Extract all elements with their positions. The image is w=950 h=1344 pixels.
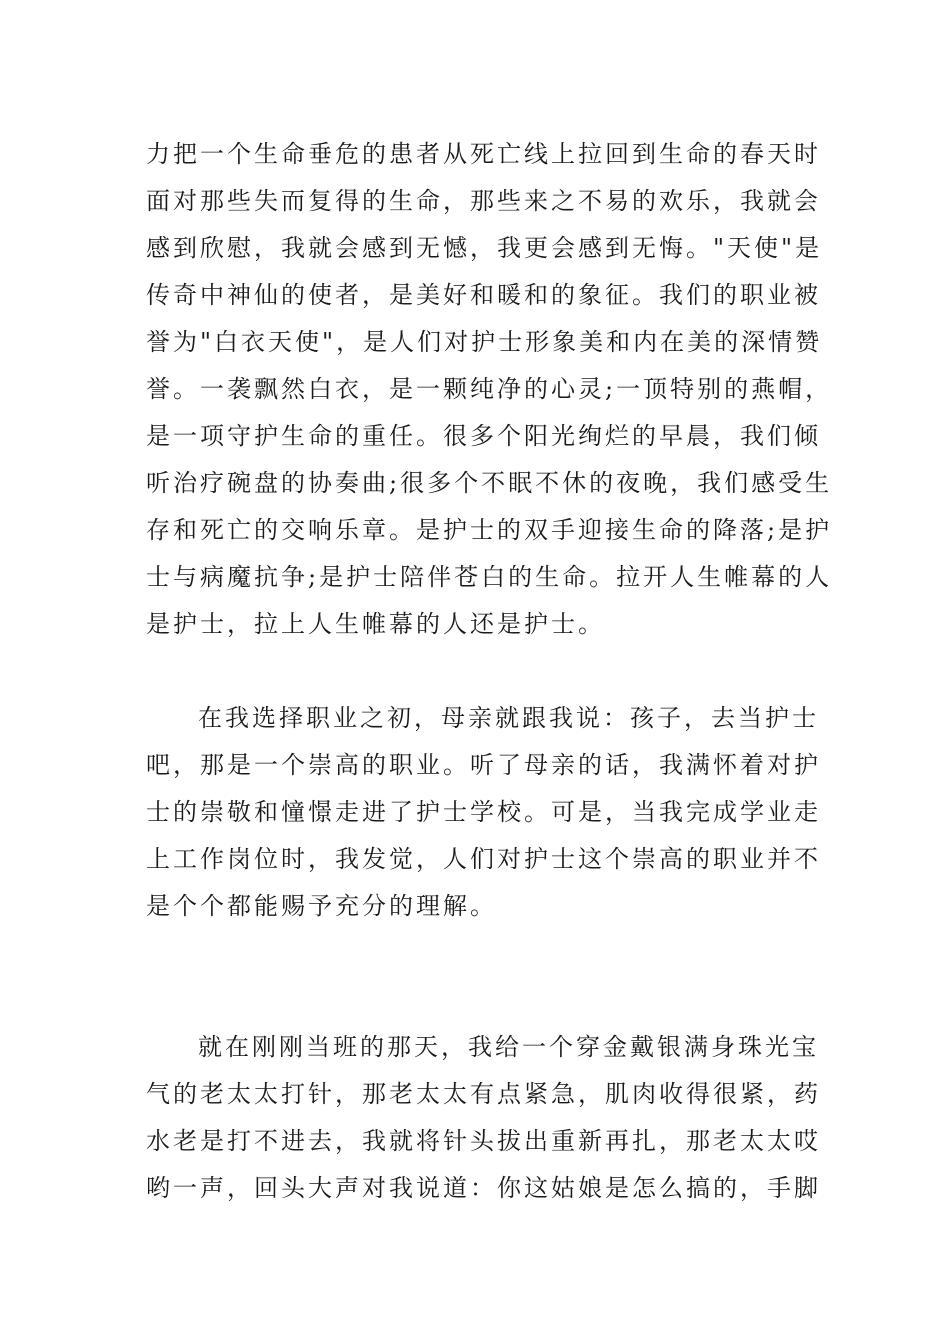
text-line: 士的崇敬和憧憬走进了护士学校。可是，当我完成学业走 bbox=[146, 798, 821, 826]
text-line: 水老是打不进去，我就将针头拔出重新再扎，那老太太哎 bbox=[146, 1127, 821, 1155]
text-line: 就在刚刚当班的那天，我给一个穿金戴银满身珠光宝 bbox=[198, 1033, 819, 1061]
text-line: 吧，那是一个崇高的职业。听了母亲的话，我满怀着对护 bbox=[146, 751, 821, 779]
text-line: 感到欣慰，我就会感到无憾，我更会感到无悔。"天使"是 bbox=[146, 234, 823, 262]
text-line: 是护士，拉上人生帷幕的人还是护士。 bbox=[146, 610, 605, 638]
text-line: 存和死亡的交响乐章。是护士的双手迎接生命的降落;是护 bbox=[146, 516, 833, 544]
text-line: 气的老太太打针，那老太太有点紧急，肌肉收得很紧，药 bbox=[146, 1080, 821, 1108]
text-line: 力把一个生命垂危的患者从死亡线上拉回到生命的春天时 bbox=[146, 140, 821, 168]
text-line: 哟一声，回头大声对我说道：你这姑娘是怎么搞的，手脚 bbox=[146, 1174, 821, 1202]
text-line: 士与病魔抗争;是护士陪伴苍白的生命。拉开人生帷幕的人 bbox=[146, 563, 833, 591]
text-line: 誉。一袭飘然白衣，是一颗纯净的心灵;一顶特别的燕帽， bbox=[146, 375, 833, 403]
text-line: 传奇中神仙的使者，是美好和暖和的象征。我们的职业被 bbox=[146, 281, 821, 309]
text-line: 面对那些失而复得的生命，那些来之不易的欢乐，我就会 bbox=[146, 187, 821, 215]
text-line: 是个个都能赐予充分的理解。 bbox=[146, 892, 497, 920]
text-line: 听治疗碗盘的协奏曲;很多个不眠不休的夜晚，我们感受生 bbox=[146, 469, 833, 497]
text-line: 在我选择职业之初，母亲就跟我说：孩子，去当护士 bbox=[198, 704, 819, 732]
text-line: 上工作岗位时，我发觉，人们对护士这个崇高的职业并不 bbox=[146, 845, 821, 873]
text-line: 是一项守护生命的重任。很多个阳光绚烂的早晨，我们倾 bbox=[146, 422, 821, 450]
text-line: 誉为"白衣天使"，是人们对护士形象美和内在美的深情赞 bbox=[146, 328, 823, 356]
